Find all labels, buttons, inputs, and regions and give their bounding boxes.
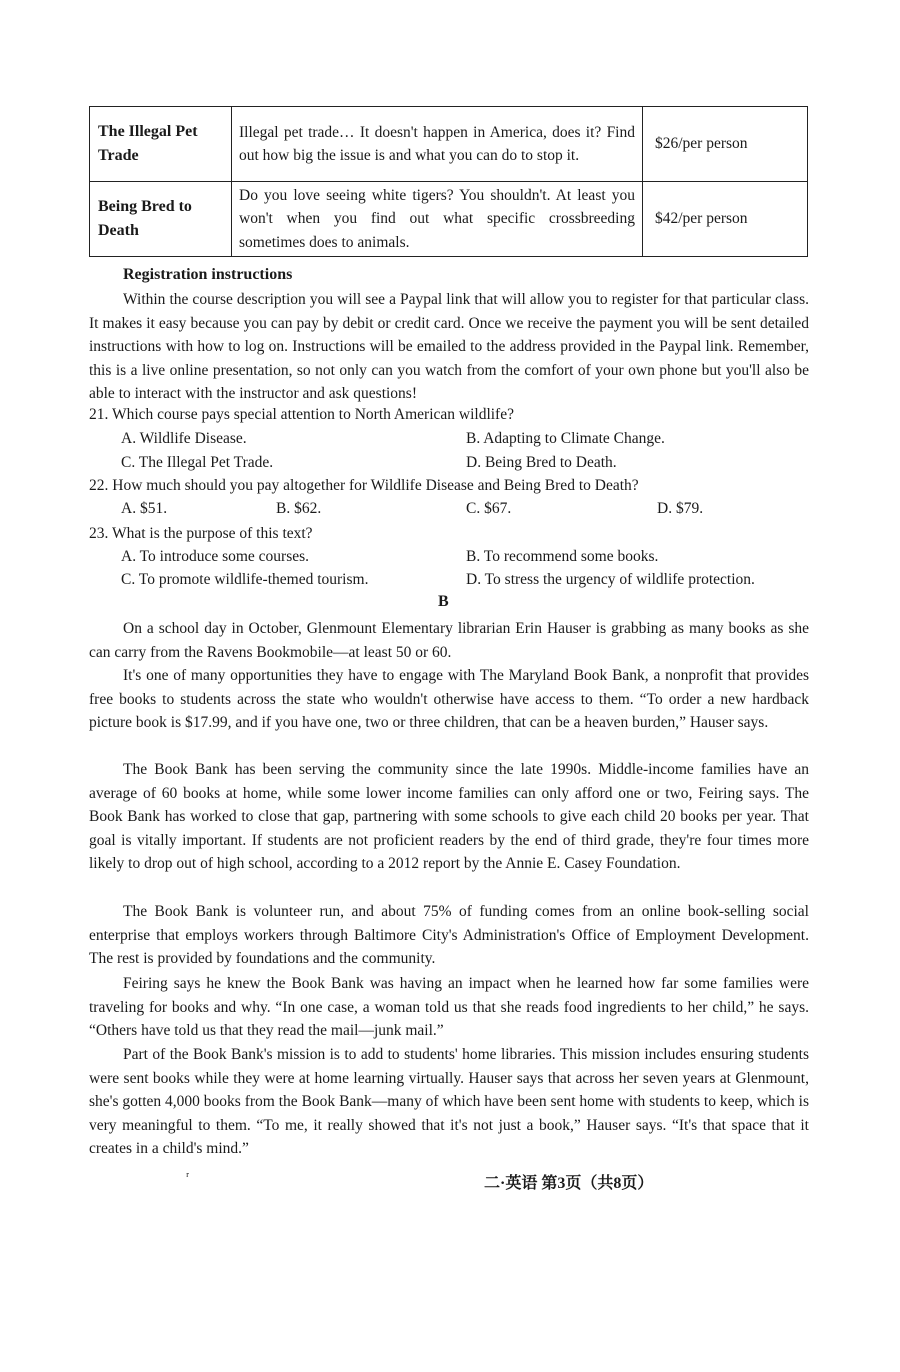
question-21-option-c: C. The Illegal Pet Trade. xyxy=(121,454,274,471)
page-number: 二·英语 第3页（共8页） xyxy=(484,1175,654,1192)
course-price: $42/per person xyxy=(643,182,808,257)
question-21-option-b: B. Adapting to Climate Change. xyxy=(466,430,665,447)
passage-paragraph: The Book Bank is volunteer run, and about 75% of funding comes from an online book-selling social enterprise that employs workers through Baltimore City's Administration's Office of Employment Development. The rest is provided by foundations and the community. xyxy=(89,903,809,967)
registration-text: Within the course description you will see a Paypal link that will allow you to register for that particular class. It makes it easy because you can pay by debit or credit card. Once we receive the payment you will be sent detailed instructions with how to log on. Instructions will be emailed to the address provided in the Paypal link. Remember, this is a live online presentation, so not only can you watch from the comfort of your own phone but you'll also be able to interact with the instructor and ask questions! xyxy=(89,291,809,402)
course-name: Being Bred to Death xyxy=(90,182,232,257)
table-row xyxy=(90,107,808,182)
course-name: The Illegal Pet Trade xyxy=(90,107,232,182)
table-row xyxy=(90,182,808,257)
question-22-option-d: D. $79. xyxy=(657,500,704,517)
passage-paragraph: Part of the Book Bank's mission is to add to students' home libraries. This mission includes ensuring students were sent books while they were at home learning virtually. Hauser says that across her seven years at Glenmount, she's gotten 4,000 books from the Book Bank—many of which have been sent home with students to keep, which is very meaningful to them. “To me, it really showed that it's not just a book,” Hauser says. “It's that space that it creates in a child's mind.” xyxy=(89,1046,809,1157)
question-23-option-c: C. To promote wildlife-themed tourism. xyxy=(121,571,369,588)
course-price: $26/per person xyxy=(643,107,808,182)
question-23-option-d: D. To stress the urgency of wildlife protection. xyxy=(466,571,755,588)
margin-mark: ʳ xyxy=(186,1170,190,1185)
question-22-option-b: B. $62. xyxy=(276,500,322,517)
question-21-stem: 21. Which course pays special attention to North American wildlife? xyxy=(89,406,514,423)
course-description: Do you love seeing white tigers? You shouldn't. At least you won't when you find out what specific crossbreeding sometimes does to animals. xyxy=(232,182,643,257)
question-23-option-b: B. To recommend some books. xyxy=(466,548,659,565)
section-heading: B xyxy=(438,593,449,610)
course-description: Illegal pet trade… It doesn't happen in America, does it? Find out how big the issue is and what you can do to stop it. xyxy=(232,107,643,182)
question-21-option-a: A. Wildlife Disease. xyxy=(121,430,247,447)
question-21-option-d: D. Being Bred to Death. xyxy=(466,454,617,471)
question-22-stem: 22. How much should you pay altogether for Wildlife Disease and Being Bred to Death? xyxy=(89,477,639,494)
passage-paragraph: On a school day in October, Glenmount Elementary librarian Erin Hauser is grabbing as many books as she can carry from the Ravens Bookmobile—at least 50 or 60. xyxy=(89,620,809,661)
passage-paragraph: Feiring says he knew the Book Bank was having an impact when he learned how far some families were traveling for books and why. “In one case, a woman told us that she reads food ingredients to her child,” he says. “Others have told us that they read the mail—junk mail.” xyxy=(89,975,809,1039)
registration-heading: Registration instructions xyxy=(123,266,293,283)
question-23-option-a: A. To introduce some courses. xyxy=(121,548,310,565)
question-23-stem: 23. What is the purpose of this text? xyxy=(89,525,313,542)
question-22-option-a: A. $51. xyxy=(121,500,168,517)
question-22-option-c: C. $67. xyxy=(466,500,512,517)
passage-paragraph: The Book Bank has been serving the community since the late 1990s. Middle-income families have an average of 60 books at home, while some lower income families can only afford one or two, Feiring says. The Book Bank has worked to close that gap, partnering with some schools to give each child 20 books per year. That goal is vitally important. If students are not proficient readers by the end of third grade, they're four times more likely to drop out of high school, according to a 2012 report by the Annie E. Casey Foundation. xyxy=(89,761,809,872)
passage-paragraph: It's one of many opportunities they have to engage with The Maryland Book Bank, a nonprofit that provides free books to students across the state who wouldn't otherwise have access to them. “To order a new hardback picture book is $17.99, and if you have one, two or three children, that can be a heaven burden,” Hauser says. xyxy=(89,667,809,731)
course-table xyxy=(89,106,808,257)
